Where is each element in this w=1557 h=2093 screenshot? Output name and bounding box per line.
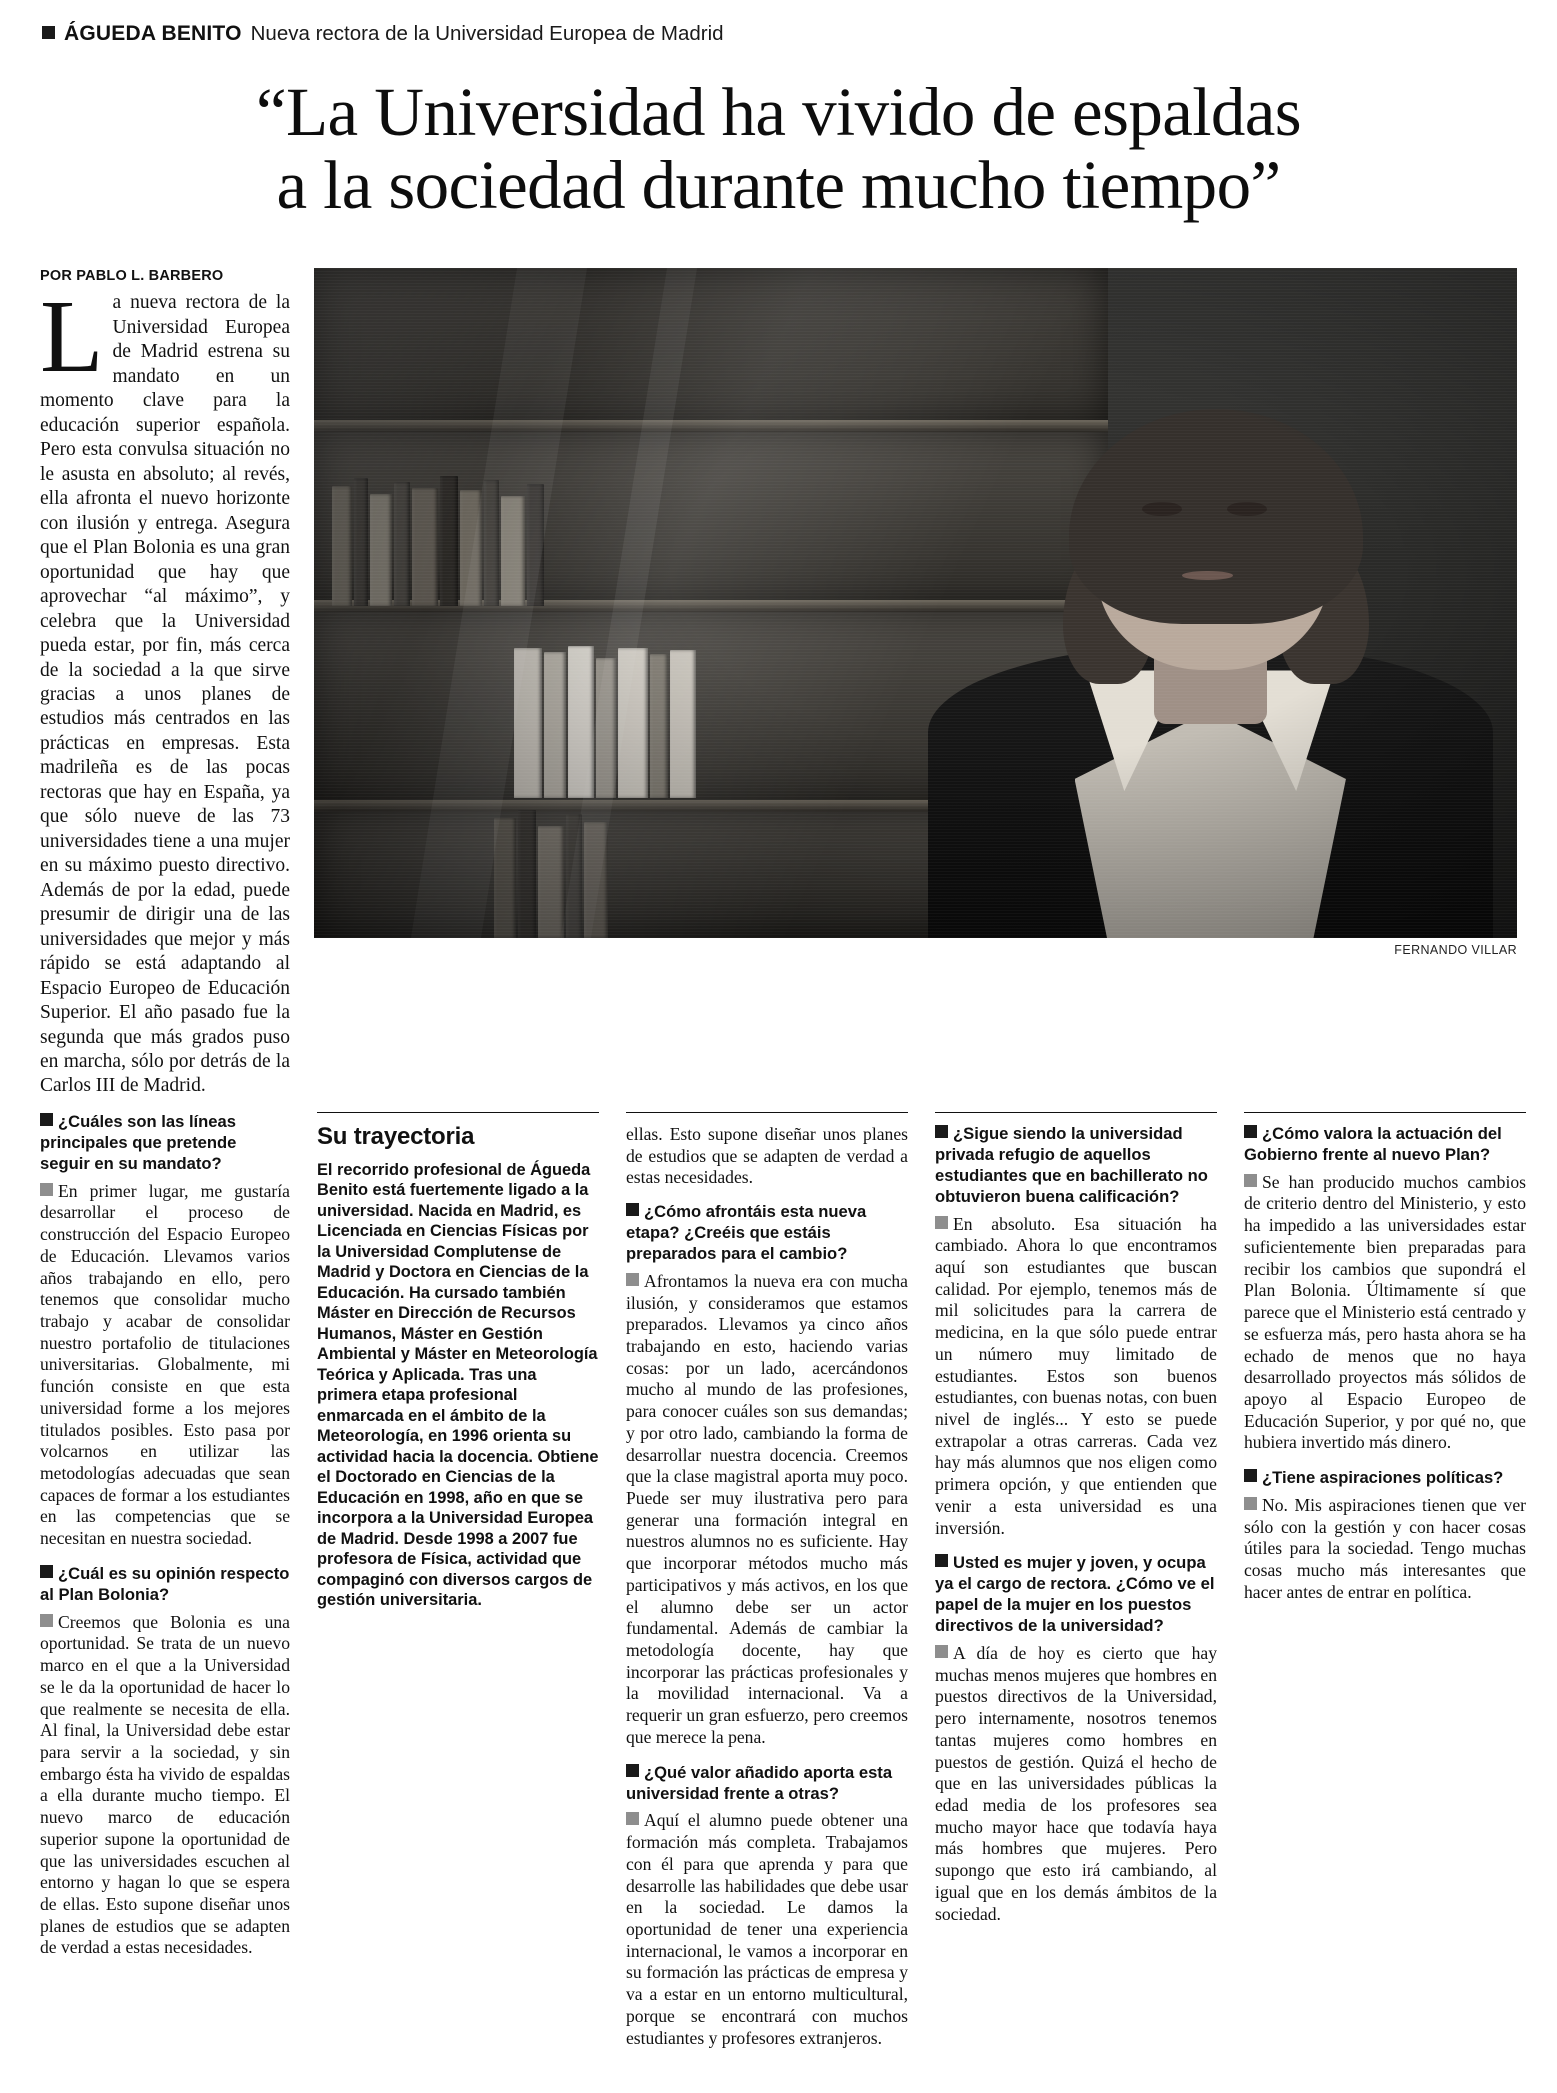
book bbox=[484, 480, 499, 606]
photo-credit: FERNANDO VILLAR bbox=[1394, 943, 1517, 958]
column-2 bbox=[317, 1112, 599, 1611]
column-rule bbox=[626, 1112, 908, 1113]
question-marker-icon bbox=[935, 1125, 948, 1138]
lead-column bbox=[40, 268, 290, 1098]
question bbox=[40, 1564, 290, 1606]
answer-marker-icon bbox=[1244, 1497, 1257, 1510]
qa-block bbox=[626, 1763, 908, 2050]
book bbox=[527, 484, 544, 606]
page-title bbox=[40, 76, 1517, 222]
headline-line-1: “La Universidad ha vivido de espaldas bbox=[255, 74, 1302, 150]
answer-text: A día de hoy es cierto que hay muchas menos mujeres que hombres en puestos directivos de la Universidad, pero internamente, nosotros tenemos tantas mujeres como hombres en puestos de gestión. Quizá el hecho de que en las universidades públicas la edad media de los profesores sea mucho mayor hace que todavía haya más hombres que mujeres. Pero supongo que esto irá cambiando, al igual que en los demás ámbitos de la sociedad. bbox=[935, 1642, 1217, 1924]
book bbox=[538, 826, 564, 938]
book bbox=[501, 496, 525, 606]
person-portrait bbox=[928, 268, 1493, 938]
top-section bbox=[40, 268, 1517, 1098]
question-text: ¿Cuáles son las líneas principales que pretende seguir en su mandato? bbox=[40, 1111, 237, 1173]
interview-photo bbox=[314, 268, 1517, 938]
headline-line-2: a la sociedad durante mucho tiempo” bbox=[276, 147, 1281, 224]
question-marker-icon bbox=[626, 1203, 639, 1216]
answer-continued: ellas. Esto supone diseñar unos planes de estudios que se adapten de verdad a estas necesidades. bbox=[626, 1123, 908, 1188]
question-marker-icon bbox=[935, 1554, 948, 1567]
column-rule bbox=[1244, 1112, 1526, 1113]
qa-block bbox=[1244, 1468, 1526, 1604]
answer-text: Afrontamos la nueva era con mucha ilusión, y consideramos que estamos preparados. Llevamos ya cinco años trabajando en esto, haciendo varias cosas: por un lado, acercándonos mucho al mundo de las profesiones, para conocer cuáles son sus demandas; y por otro lado, cambiando la forma de desarrollar nuestra docencia. Creemos que la clase magistral aporta muy poco. Puede ser muy ilustrativa pero para generar una formación integral en nuestros alumnos no es suficiente. Hay que incorporar métodos mucho más participativos y más activos, en los que el alumno debe ser un actor fundamental. Además de cambiar la metodología docente, hay que incorporar las prácticas profesionales y la movilidad internacional. Va a requerir un gran esfuerzo, pero creemos que merece la pena. bbox=[626, 1270, 908, 1747]
drop-cap: L bbox=[40, 279, 104, 395]
book bbox=[518, 810, 536, 938]
kicker-bar bbox=[40, 22, 1517, 46]
answer-text: Aquí el alumno puede obtener una formación más completa. Trabajamos con él para que aprenda y para que desarrolle las habilidades que debe usar en la sociedad. Le damos la oportunidad de tener una experiencia internacional, le vamos a incorporar en su formación las prácticas de empresa y va a estar en un entorno multicultural, porque se encontrará con muchos estudiantes y profesores extranjeros. bbox=[626, 1810, 908, 2048]
answer bbox=[626, 1810, 908, 2049]
lead-text: a nueva rectora de la Universidad Europea de Madrid estrena su mandato en un momento clave para la educación superior española. Pero esta convulsa situación no le asusta en absoluto; al revés, ella afronta el nuevo horizonte con ilusión y entrega. Asegura que el Plan Bolonia es una gran oportunidad que hay que aprovechar “al máximo”, y celebra que la Universidad pueda estar, por fin, más cerca de la sociedad a la que sirve gracias a unos planes de estudios más centrados en las prácticas en empresas. Esta madrileña es de las pocas rectoras que hay en España, ya que sólo nueve de las 73 universidades tiene a una mujer en su máximo puesto directivo. Además de por la edad, puede presumir de dirigir una de las universidades que mejor y más rápido se está adaptando al Espacio Europeo de Educación Superior. El año pasado fue la segunda que más grados puso en marcha, sólo por detrás de la Carlos III de Madrid. bbox=[40, 292, 290, 1097]
book bbox=[650, 654, 668, 798]
answer-marker-icon bbox=[40, 1183, 53, 1196]
book bbox=[332, 486, 352, 606]
question-marker-icon bbox=[40, 1565, 53, 1578]
answer bbox=[1244, 1495, 1526, 1604]
answer bbox=[626, 1271, 908, 1749]
qa-block bbox=[626, 1202, 908, 1749]
column-4 bbox=[935, 1112, 1217, 1939]
book bbox=[596, 658, 616, 798]
question bbox=[1244, 1124, 1526, 1166]
qa-block bbox=[40, 1112, 290, 1550]
answer-text: No. Mis aspiraciones tienen que ver sólo con la gestión y con hacer cosas útiles para la sociedad. Tengo muchas cosas mucho más interesantes que hacer antes de entrar en política. bbox=[1244, 1495, 1526, 1602]
qa-block bbox=[935, 1553, 1217, 1925]
hair bbox=[1069, 409, 1363, 623]
answer-marker-icon bbox=[1244, 1174, 1257, 1187]
article-body bbox=[40, 1111, 1526, 2063]
question-text: ¿Cuál es su opinión respecto al Plan Bolonia? bbox=[40, 1563, 290, 1604]
book bbox=[566, 814, 582, 938]
mouth bbox=[1182, 571, 1233, 580]
question bbox=[40, 1112, 290, 1175]
byline: POR PABLO L. BARBERO bbox=[40, 268, 224, 285]
book bbox=[440, 476, 458, 606]
question-marker-icon bbox=[626, 1764, 639, 1777]
book bbox=[670, 650, 696, 798]
answer-text: En primer lugar, me gustaría desarrollar el proceso de construcción del Espacio Europeo de Educación. Llevamos varios años trabajando en ello, pero tenemos que consolidar mucho trabajo y acabar de consolidar nuestro portafolio de titulaciones universitarias. Globalmente, mi función consiste en que esta universidad forme a los mejores titulados posibles. Esto pasa por volcarnos en utilizar las metodologías adecuadas que sean capaces de formar a los estudiantes en las competencias que se necesitan en nuestra sociedad. bbox=[40, 1180, 290, 1549]
book bbox=[354, 478, 368, 606]
answer-marker-icon bbox=[935, 1645, 948, 1658]
qa-block bbox=[935, 1124, 1217, 1539]
book bbox=[412, 488, 438, 606]
question-marker-icon bbox=[1244, 1125, 1257, 1138]
question-text: ¿Qué valor añadido aporta esta universidad frente a otras? bbox=[626, 1762, 893, 1803]
interviewee-name: ÁGUEDA BENITO bbox=[64, 22, 242, 45]
answer-marker-icon bbox=[626, 1812, 639, 1825]
question-marker-icon bbox=[1244, 1469, 1257, 1482]
column-1 bbox=[40, 1112, 290, 1973]
book bbox=[460, 490, 482, 606]
answer bbox=[1244, 1172, 1526, 1454]
answer-text: Se han producido muchos cambios de criterio dentro del Ministerio, y esto ha impedido a las universidades estar suficientemente bien preparadas para recibir los cambios que supondrá el Plan Bolonia. Últimamente sí que parece que el Ministerio está centrado y se esfuerza más, pero hasta ahora se ha echado de menos que no haya desarrollado proyectos más sólidos de apoyo al Espacio Europeo de Educación Superior, y por qué no, que hubiera invertido más dinero. bbox=[1244, 1171, 1526, 1453]
book bbox=[494, 818, 516, 938]
square-bullet-icon bbox=[42, 26, 55, 39]
sidebar-text: El recorrido profesional de Águeda Benito está fuertemente ligado a la universidad. Nacida en Madrid, es Licenciada en Ciencias Físicas por la Universidad Complutense de Madrid y Doctora en Ciencias de la Educación. Ha cursado también Máster en Dirección de Recursos Humanos, Máster en Gestión Ambiental y Máster en Meteorología Teórica y Aplicada. Tras una primera etapa profesional enmarcada en el ámbito de la Meteorología, en 1996 orienta su actividad hacia la docencia. Obtiene el Doctorado en Ciencias de la Educación en 1998, año en que se incorpora a la Universidad Europea de Madrid. Desde 1998 a 2007 fue profesora de Física, actividad que compaginó con diversos cargos de gestión universitaria. bbox=[317, 1160, 599, 1610]
question-text: ¿Sigue siendo la universidad privada refugio de aquellos estudiantes que en bachillerato no obtuvieron buena calificación? bbox=[935, 1123, 1208, 1206]
answer bbox=[40, 1181, 290, 1550]
question bbox=[626, 1763, 908, 1805]
question-marker-icon bbox=[40, 1113, 53, 1126]
book bbox=[618, 648, 648, 798]
book bbox=[544, 652, 566, 798]
column-rule bbox=[935, 1112, 1217, 1113]
book bbox=[394, 482, 410, 606]
question bbox=[935, 1553, 1217, 1637]
sidebar-title: Su trayectoria bbox=[317, 1122, 475, 1150]
question bbox=[1244, 1468, 1526, 1489]
answer-marker-icon bbox=[626, 1273, 639, 1286]
qa-block bbox=[1244, 1124, 1526, 1454]
answer-marker-icon bbox=[40, 1614, 53, 1627]
photo-block bbox=[314, 268, 1517, 1098]
question bbox=[935, 1124, 1217, 1208]
book bbox=[370, 494, 392, 606]
sidebar-box bbox=[317, 1112, 599, 1611]
column-3 bbox=[626, 1112, 908, 2063]
answer bbox=[935, 1214, 1217, 1540]
question-text: Usted es mujer y joven, y ocupa ya el cargo de rectora. ¿Cómo ve el papel de la mujer en los puestos directivos de la universidad? bbox=[935, 1553, 1215, 1636]
answer bbox=[40, 1612, 290, 1960]
lead-paragraph bbox=[40, 279, 290, 1098]
column-5 bbox=[1244, 1112, 1526, 1618]
book bbox=[514, 648, 542, 798]
book bbox=[568, 646, 594, 798]
answer-text: En absoluto. Esa situación ha cambiado. Ahora lo que encontramos aquí son estudiantes que buscan calidad. Por ejemplo, tenemos más de mil solicitudes para la carrera de medicina, en la que sólo puede entrar un número muy limitado de estudiantes. Estos son buenos estudiantes, con buenas notas, con buen nivel de inglés... Y esto se puede extrapolar a otras carreras. Cada vez hay más alumnos que nos eligen como primera opción, y que entienden que venir a esta universidad es una inversión. bbox=[935, 1213, 1217, 1538]
answer bbox=[935, 1643, 1217, 1925]
question-text: ¿Tiene aspiraciones políticas? bbox=[1262, 1468, 1504, 1488]
qa-block bbox=[40, 1564, 290, 1959]
question bbox=[626, 1202, 908, 1265]
interviewee-role: Nueva rectora de la Universidad Europea de Madrid bbox=[250, 22, 724, 45]
answer-text: Creemos que Bolonia es una oportunidad. Se trata de un nuevo marco en el que a la Universidad se le da la oportunidad de hacer lo que realmente se necesita de ella. Al final, la Universidad debe estar para servir a la sociedad, y sin embargo ésta ha vivido de espaldas a ella durante mucho tiempo. El nuevo marco de educación superior supone la oportunidad de que las universidades escuchen al entorno y hagan lo que se espera de ellas. Esto supone diseñar unos planes de estudios que se adapten de verdad a estas necesidades. bbox=[40, 1611, 290, 1958]
question-text: ¿Cómo valora la actuación del Gobierno frente al nuevo Plan? bbox=[1244, 1123, 1502, 1164]
question-text: ¿Cómo afrontáis esta nueva etapa? ¿Creéis que estáis preparados para el cambio? bbox=[626, 1202, 867, 1263]
answer-marker-icon bbox=[935, 1216, 948, 1229]
book bbox=[584, 822, 608, 938]
